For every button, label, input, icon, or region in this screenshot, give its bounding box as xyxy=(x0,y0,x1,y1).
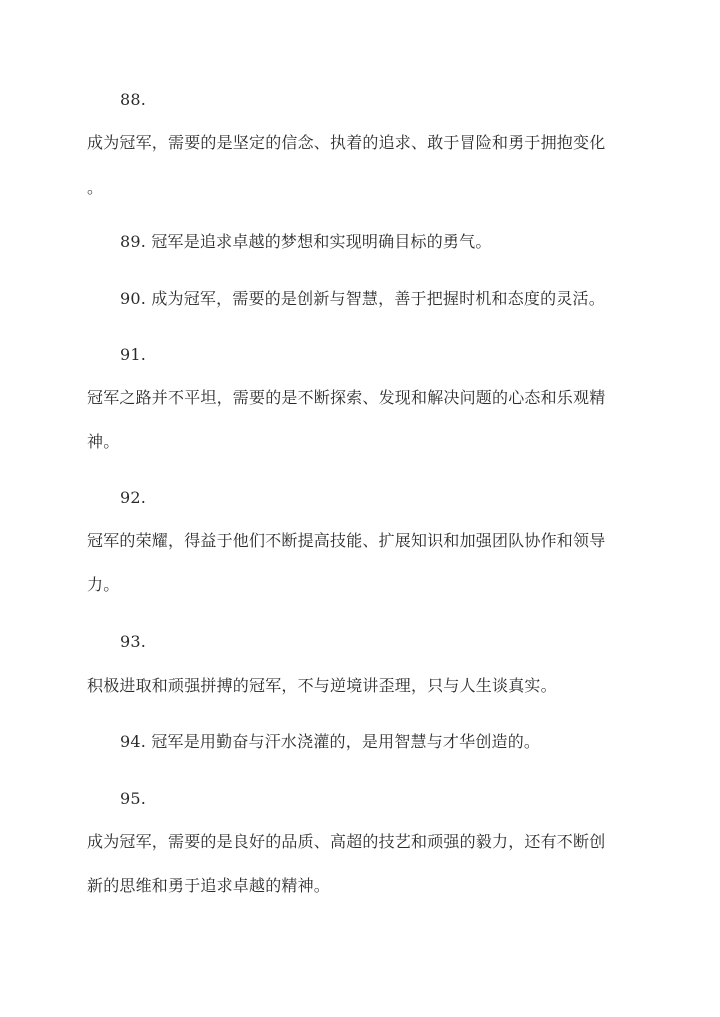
item-95-number: 95. xyxy=(120,789,147,808)
item-89: 89. 冠军是追求卓越的梦想和实现明确目标的勇气。 xyxy=(120,232,492,251)
item-92-text-line-1: 冠军的荣耀，得益于他们不断提高技能、扩展知识和加强团队协作和领导 xyxy=(87,531,606,550)
item-95-text-line-2: 新的思维和勇于追求卓越的精神。 xyxy=(87,876,331,895)
item-91-text-line-1: 冠军之路并不平坦，需要的是不断探索、发现和解决问题的心态和乐观精 xyxy=(87,388,606,407)
item-91-text-line-2: 神。 xyxy=(87,432,120,451)
item-88-number: 88. xyxy=(120,90,147,109)
item-92-text-line-2: 力。 xyxy=(87,575,120,594)
item-92-number: 92. xyxy=(120,488,147,507)
item-95-text-line-1: 成为冠军，需要的是良好的品质、高超的技艺和顽强的毅力，还有不断创 xyxy=(87,832,606,851)
item-91-number: 91. xyxy=(120,345,147,364)
item-88-text-line-2: 。 xyxy=(87,178,104,197)
item-93-text-line-1: 积极进取和顽强拼搏的冠军，不与逆境讲歪理，只与人生谈真实。 xyxy=(87,676,557,695)
item-88-text-line-1: 成为冠军，需要的是坚定的信念、执着的追求、敢于冒险和勇于拥抱变化 xyxy=(87,133,606,152)
item-93-number: 93. xyxy=(120,632,147,651)
item-90: 90. 成为冠军，需要的是创新与智慧，善于把握时机和态度的灵活。 xyxy=(120,289,605,308)
item-94: 94. 冠军是用勤奋与汗水浇灌的，是用智慧与才华创造的。 xyxy=(120,732,541,751)
